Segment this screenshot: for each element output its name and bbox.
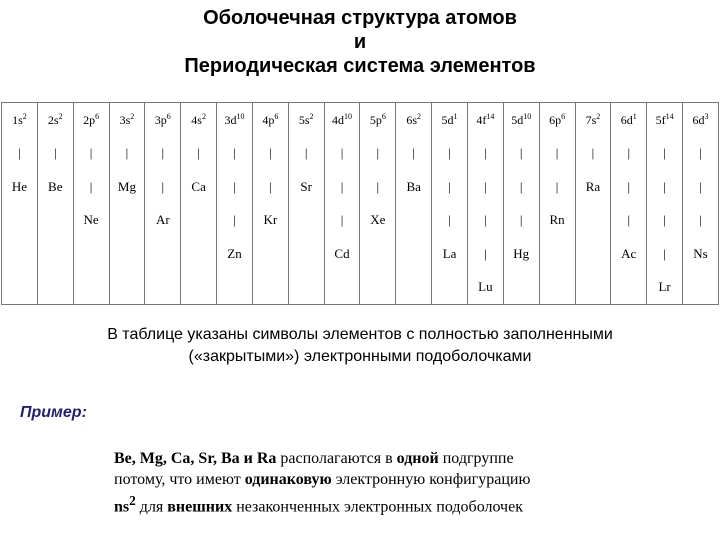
empty-cell bbox=[324, 271, 360, 305]
element-symbol: Zn bbox=[217, 237, 253, 271]
empty-cell bbox=[396, 237, 432, 271]
continuation-mark: | bbox=[217, 203, 253, 237]
example-text-span: незаконченных электронных подоболочек bbox=[232, 498, 523, 516]
continuation-mark: | bbox=[324, 203, 360, 237]
example-text-span: для bbox=[135, 498, 168, 516]
subshell-header-2s-2: $2s^2$ bbox=[37, 103, 73, 137]
empty-cell bbox=[181, 237, 217, 271]
empty-cell bbox=[288, 237, 324, 271]
subshell-header-6s-2: $6s^2$ bbox=[396, 103, 432, 137]
example-text-span: подгруппе bbox=[438, 450, 514, 467]
continuation-mark: | bbox=[575, 136, 611, 170]
empty-cell bbox=[37, 237, 73, 271]
element-symbol: Sr bbox=[288, 170, 324, 204]
empty-cell bbox=[145, 271, 181, 305]
continuation-mark: | bbox=[539, 136, 575, 170]
table-row bbox=[2, 271, 719, 305]
example-bold-one: одной bbox=[396, 450, 439, 467]
example-line-2 bbox=[114, 469, 704, 490]
continuation-mark: | bbox=[647, 237, 683, 271]
empty-cell bbox=[396, 203, 432, 237]
continuation-mark: | bbox=[217, 170, 253, 204]
empty-cell bbox=[181, 271, 217, 305]
example-bold-same: одинаковую bbox=[244, 471, 332, 488]
empty-cell bbox=[539, 237, 575, 271]
element-symbol: Ar bbox=[145, 203, 181, 237]
continuation-mark: | bbox=[647, 136, 683, 170]
empty-cell bbox=[360, 237, 396, 271]
empty-cell bbox=[575, 271, 611, 305]
subshell-header-6d-1: $6d^1$ bbox=[611, 103, 647, 137]
empty-cell bbox=[73, 271, 109, 305]
element-symbol: Lr bbox=[647, 271, 683, 305]
empty-cell bbox=[252, 271, 288, 305]
subshell-header-5d-1: $5d^1$ bbox=[432, 103, 468, 137]
continuation-mark: | bbox=[288, 136, 324, 170]
continuation-mark: | bbox=[73, 170, 109, 204]
continuation-mark: | bbox=[503, 136, 539, 170]
empty-cell bbox=[611, 271, 647, 305]
empty-cell bbox=[396, 271, 432, 305]
continuation-mark: | bbox=[217, 136, 253, 170]
subshell-header-6p-6: $6p^6$ bbox=[539, 103, 575, 137]
continuation-mark: | bbox=[145, 170, 181, 204]
subshell-header-4d-10: $4d^{10}$ bbox=[324, 103, 360, 137]
note-line-1: В таблице указаны символы элементов с полностью заполненными bbox=[107, 326, 613, 343]
empty-cell bbox=[37, 271, 73, 305]
continuation-mark: | bbox=[611, 203, 647, 237]
table-row bbox=[2, 170, 719, 204]
example-label: Пример: bbox=[20, 404, 87, 421]
continuation-mark: | bbox=[324, 136, 360, 170]
subshell-header-6d-3: $6d^3$ bbox=[683, 103, 719, 137]
empty-cell bbox=[37, 203, 73, 237]
element-symbol: Ca bbox=[181, 170, 217, 204]
empty-cell bbox=[360, 271, 396, 305]
empty-cell bbox=[145, 237, 181, 271]
empty-cell bbox=[539, 271, 575, 305]
continuation-mark: | bbox=[432, 203, 468, 237]
empty-cell bbox=[73, 237, 109, 271]
subshell-header-4p-6: $4p^6$ bbox=[252, 103, 288, 137]
subshell-header-row bbox=[2, 103, 719, 137]
element-symbol: Cd bbox=[324, 237, 360, 271]
title-line-2: и bbox=[353, 31, 367, 53]
note-line-2: («закрытыми») электронными подоболочками bbox=[188, 348, 532, 365]
element-symbol: Xe bbox=[360, 203, 396, 237]
table-row bbox=[2, 237, 719, 271]
example-ns: ns bbox=[114, 498, 130, 516]
element-symbol: Ba bbox=[396, 170, 432, 204]
empty-cell bbox=[109, 203, 145, 237]
subshell-header-7s-2: $7s^2$ bbox=[575, 103, 611, 137]
continuation-mark: | bbox=[73, 136, 109, 170]
empty-cell bbox=[109, 237, 145, 271]
element-symbol: Ne bbox=[73, 203, 109, 237]
shell-structure-table bbox=[1, 102, 719, 305]
empty-cell bbox=[575, 237, 611, 271]
element-symbol: He bbox=[2, 170, 38, 204]
element-symbol: Rn bbox=[539, 203, 575, 237]
continuation-mark: | bbox=[360, 136, 396, 170]
example-text-span: располагаются в bbox=[276, 450, 397, 467]
continuation-mark: | bbox=[683, 170, 719, 204]
subshell-header-5s-2: $5s^2$ bbox=[288, 103, 324, 137]
continuation-mark: | bbox=[611, 136, 647, 170]
continuation-mark: | bbox=[467, 237, 503, 271]
empty-cell bbox=[2, 237, 38, 271]
continuation-mark: | bbox=[360, 170, 396, 204]
continuation-mark: | bbox=[467, 136, 503, 170]
continuation-mark: | bbox=[396, 136, 432, 170]
continuation-mark: | bbox=[467, 203, 503, 237]
example-text bbox=[114, 448, 704, 517]
continuation-mark: | bbox=[611, 170, 647, 204]
continuation-mark: | bbox=[539, 170, 575, 204]
empty-cell bbox=[181, 203, 217, 237]
continuation-mark: | bbox=[2, 136, 38, 170]
empty-cell bbox=[217, 271, 253, 305]
slide-title bbox=[0, 6, 720, 78]
empty-cell bbox=[252, 237, 288, 271]
example-bold-outer: внешних bbox=[167, 498, 233, 516]
element-symbol: Ns bbox=[683, 237, 719, 271]
empty-cell bbox=[288, 271, 324, 305]
table-note bbox=[40, 324, 680, 368]
element-symbol: Lu bbox=[467, 271, 503, 305]
empty-cell bbox=[2, 203, 38, 237]
element-symbol: Ra bbox=[575, 170, 611, 204]
subshell-header-3p-6: $3p^6$ bbox=[145, 103, 181, 137]
subshell-header-3d-10: $3d^{10}$ bbox=[217, 103, 253, 137]
continuation-mark: | bbox=[181, 136, 217, 170]
title-line-1: Оболочечная структура атомов bbox=[203, 7, 517, 29]
element-symbol: La bbox=[432, 237, 468, 271]
table-row bbox=[2, 136, 719, 170]
subshell-header-4f-14: $4f^{14}$ bbox=[467, 103, 503, 137]
empty-cell bbox=[288, 203, 324, 237]
subshell-header-5f-14: $5f^{14}$ bbox=[647, 103, 683, 137]
subshell-header-2p-6: $2p^6$ bbox=[73, 103, 109, 137]
continuation-mark: | bbox=[683, 203, 719, 237]
continuation-mark: | bbox=[683, 136, 719, 170]
example-line-3 bbox=[114, 490, 704, 517]
subshell-header-4s-2: $4s^2$ bbox=[181, 103, 217, 137]
continuation-mark: | bbox=[432, 170, 468, 204]
example-elements: Be, Mg, Ca, Sr, Ba и Ra bbox=[114, 450, 277, 467]
empty-cell bbox=[503, 271, 539, 305]
subshell-header-3s-2: $3s^2$ bbox=[109, 103, 145, 137]
continuation-mark: | bbox=[109, 136, 145, 170]
continuation-mark: | bbox=[324, 170, 360, 204]
continuation-mark: | bbox=[503, 170, 539, 204]
continuation-mark: | bbox=[252, 136, 288, 170]
empty-cell bbox=[683, 271, 719, 305]
example-text-span: потому, что имеют bbox=[114, 471, 245, 488]
element-symbol: Be bbox=[37, 170, 73, 204]
element-symbol: Mg bbox=[109, 170, 145, 204]
subshell-header-1s-2: $1s^2$ bbox=[2, 103, 38, 137]
subshell-header-5d-10: $5d^{10}$ bbox=[503, 103, 539, 137]
element-symbol: Hg bbox=[503, 237, 539, 271]
continuation-mark: | bbox=[432, 136, 468, 170]
continuation-mark: | bbox=[145, 136, 181, 170]
element-symbol: Kr bbox=[252, 203, 288, 237]
empty-cell bbox=[2, 271, 38, 305]
continuation-mark: | bbox=[647, 170, 683, 204]
continuation-mark: | bbox=[647, 203, 683, 237]
continuation-mark: | bbox=[252, 170, 288, 204]
title-line-3: Периодическая система элементов bbox=[184, 55, 536, 77]
continuation-mark: | bbox=[37, 136, 73, 170]
example-line-1 bbox=[114, 448, 704, 469]
empty-cell bbox=[109, 271, 145, 305]
subshell-header-5p-6: $5p^6$ bbox=[360, 103, 396, 137]
continuation-mark: | bbox=[503, 203, 539, 237]
continuation-mark: | bbox=[467, 170, 503, 204]
table-row bbox=[2, 203, 719, 237]
empty-cell bbox=[432, 271, 468, 305]
example-text-span: электронную конфигурацию bbox=[331, 471, 531, 488]
empty-cell bbox=[575, 203, 611, 237]
example-ns-sup: 2 bbox=[129, 493, 136, 508]
element-symbol: Ac bbox=[611, 237, 647, 271]
